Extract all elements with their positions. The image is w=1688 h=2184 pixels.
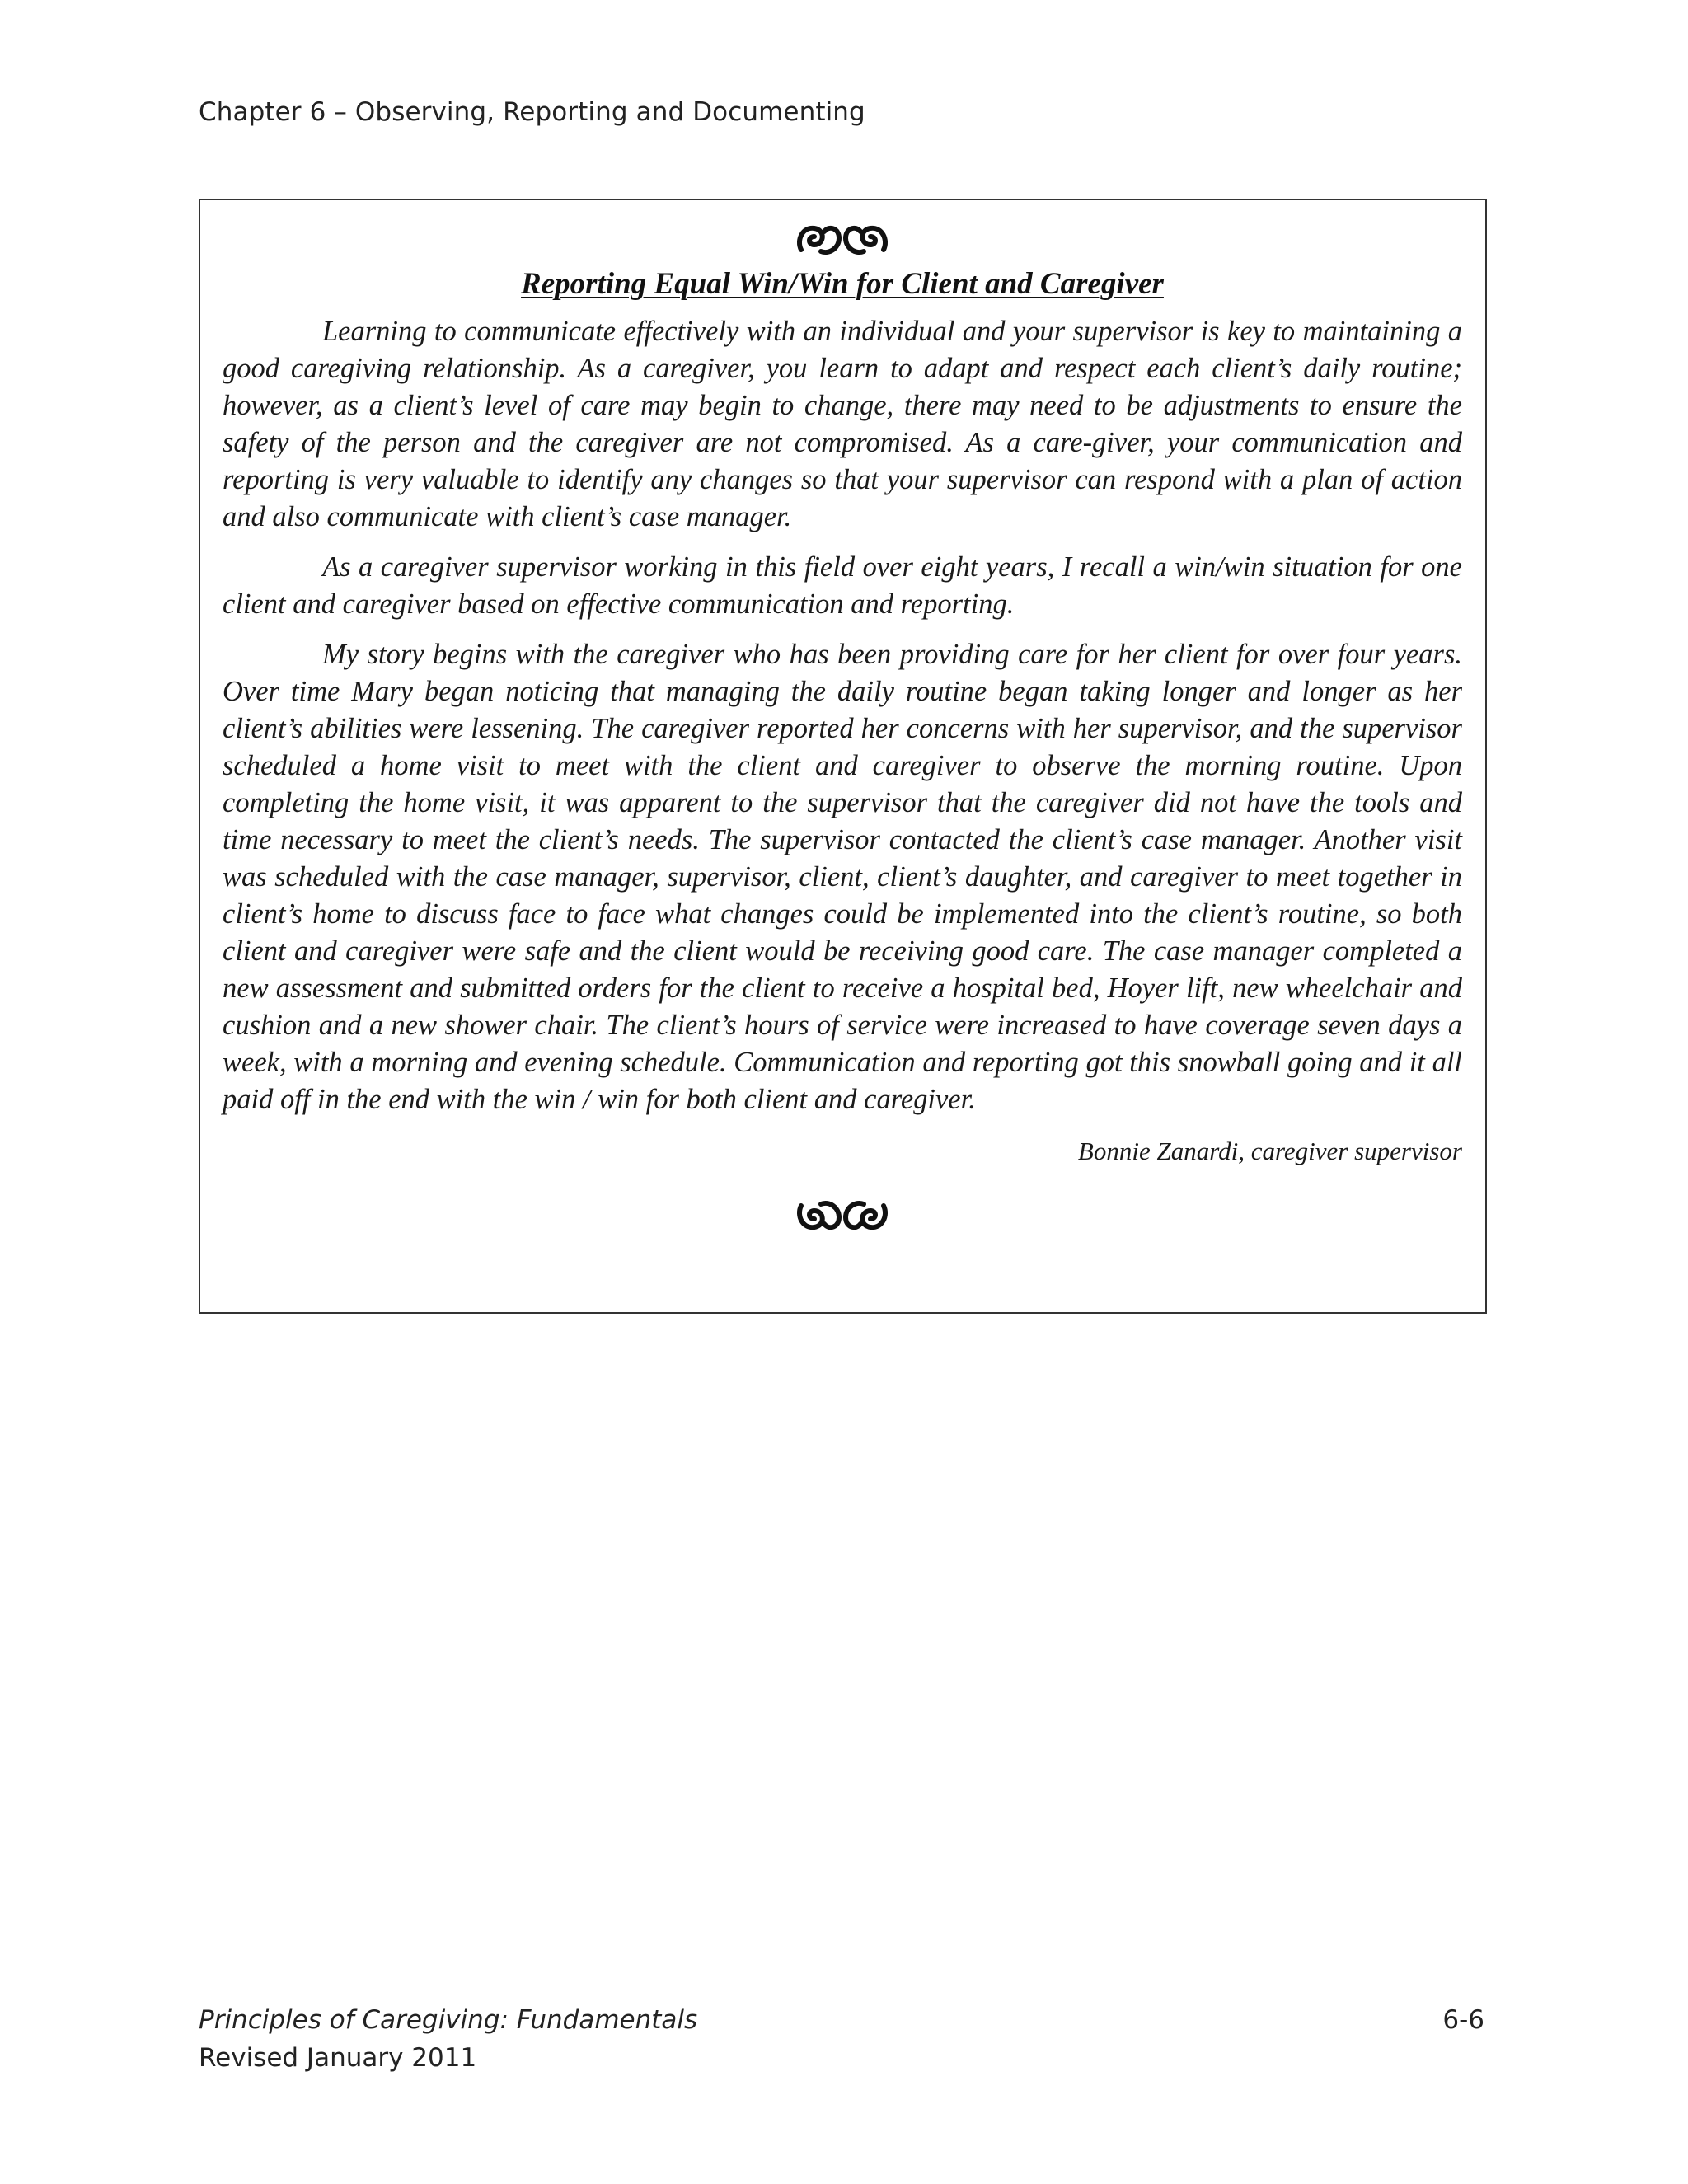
story-sidebar-box xyxy=(199,199,1487,1314)
story-paragraph-3: My story begins with the caregiver who has been providing care for her client for over four years. Over time Mary began noticing that managing the daily routine began taking longer and longer as her client’s abilities were lessening. The caregiver reported her concerns with her supervisor, and the supervisor scheduled a home visit to meet with the client and caregiver to observe the morning routine. Upon completing the home visit, it was apparent to the supervisor that the caregiver did not have the tools and time necessary to meet the client’s needs. The supervisor contacted the client’s case manager. Another visit was scheduled with the case manager, supervisor, client, client’s daughter, and caregiver to meet together in client’s home to discuss face to face what changes could be implemented into the client’s routine, so both client and caregiver were safe and the client would be receiving good care. The case manager completed a new assessment and submitted orders for the client to receive a hospital bed, Hoyer lift, new wheelchair and cushion and a new shower chair. The client’s hours of service were increased to have coverage seven days a week, with a morning and evening schedule. Communication and reporting got this snowball going and it all paid off in the end with the win / win for both client and caregiver. xyxy=(223,639,1462,1115)
fleuron-ornament-icon xyxy=(793,218,892,260)
fleuron-ornament-icon xyxy=(793,1194,892,1235)
story-title: Reporting Equal Win/Win for Client and Caregiver xyxy=(521,267,1164,301)
footer-revision: Revised January 2011 xyxy=(199,2043,477,2073)
story-paragraph-2: As a caregiver supervisor working in this field over eight years, I recall a win/win situation for one client and caregiver based on effective communication and reporting. xyxy=(223,551,1462,620)
story-signature: Bonnie Zanardi, caregiver supervisor xyxy=(1077,1137,1462,1165)
page-number: 6-6 xyxy=(1442,2005,1484,2035)
footer-book-title: Principles of Caregiving: Fundamentals xyxy=(199,2005,698,2035)
story-paragraph-1: Learning to communicate effectively with an individual and your supervisor is key to maintaining a good caregiving relationship. As a caregiver, you learn to adapt and respect each client’s daily routine; however, as a client’s level of care may begin to change, there may need to be adjustments to ensure the safety of the person and the caregiver are not compromised. As a care-giver, your communication and reporting is very valuable to identify any changes so that your supervisor can respond with a plan of action and also communicate with client’s case manager. xyxy=(223,316,1462,532)
chapter-header: Chapter 6 – Observing, Reporting and Documenting xyxy=(199,97,865,127)
